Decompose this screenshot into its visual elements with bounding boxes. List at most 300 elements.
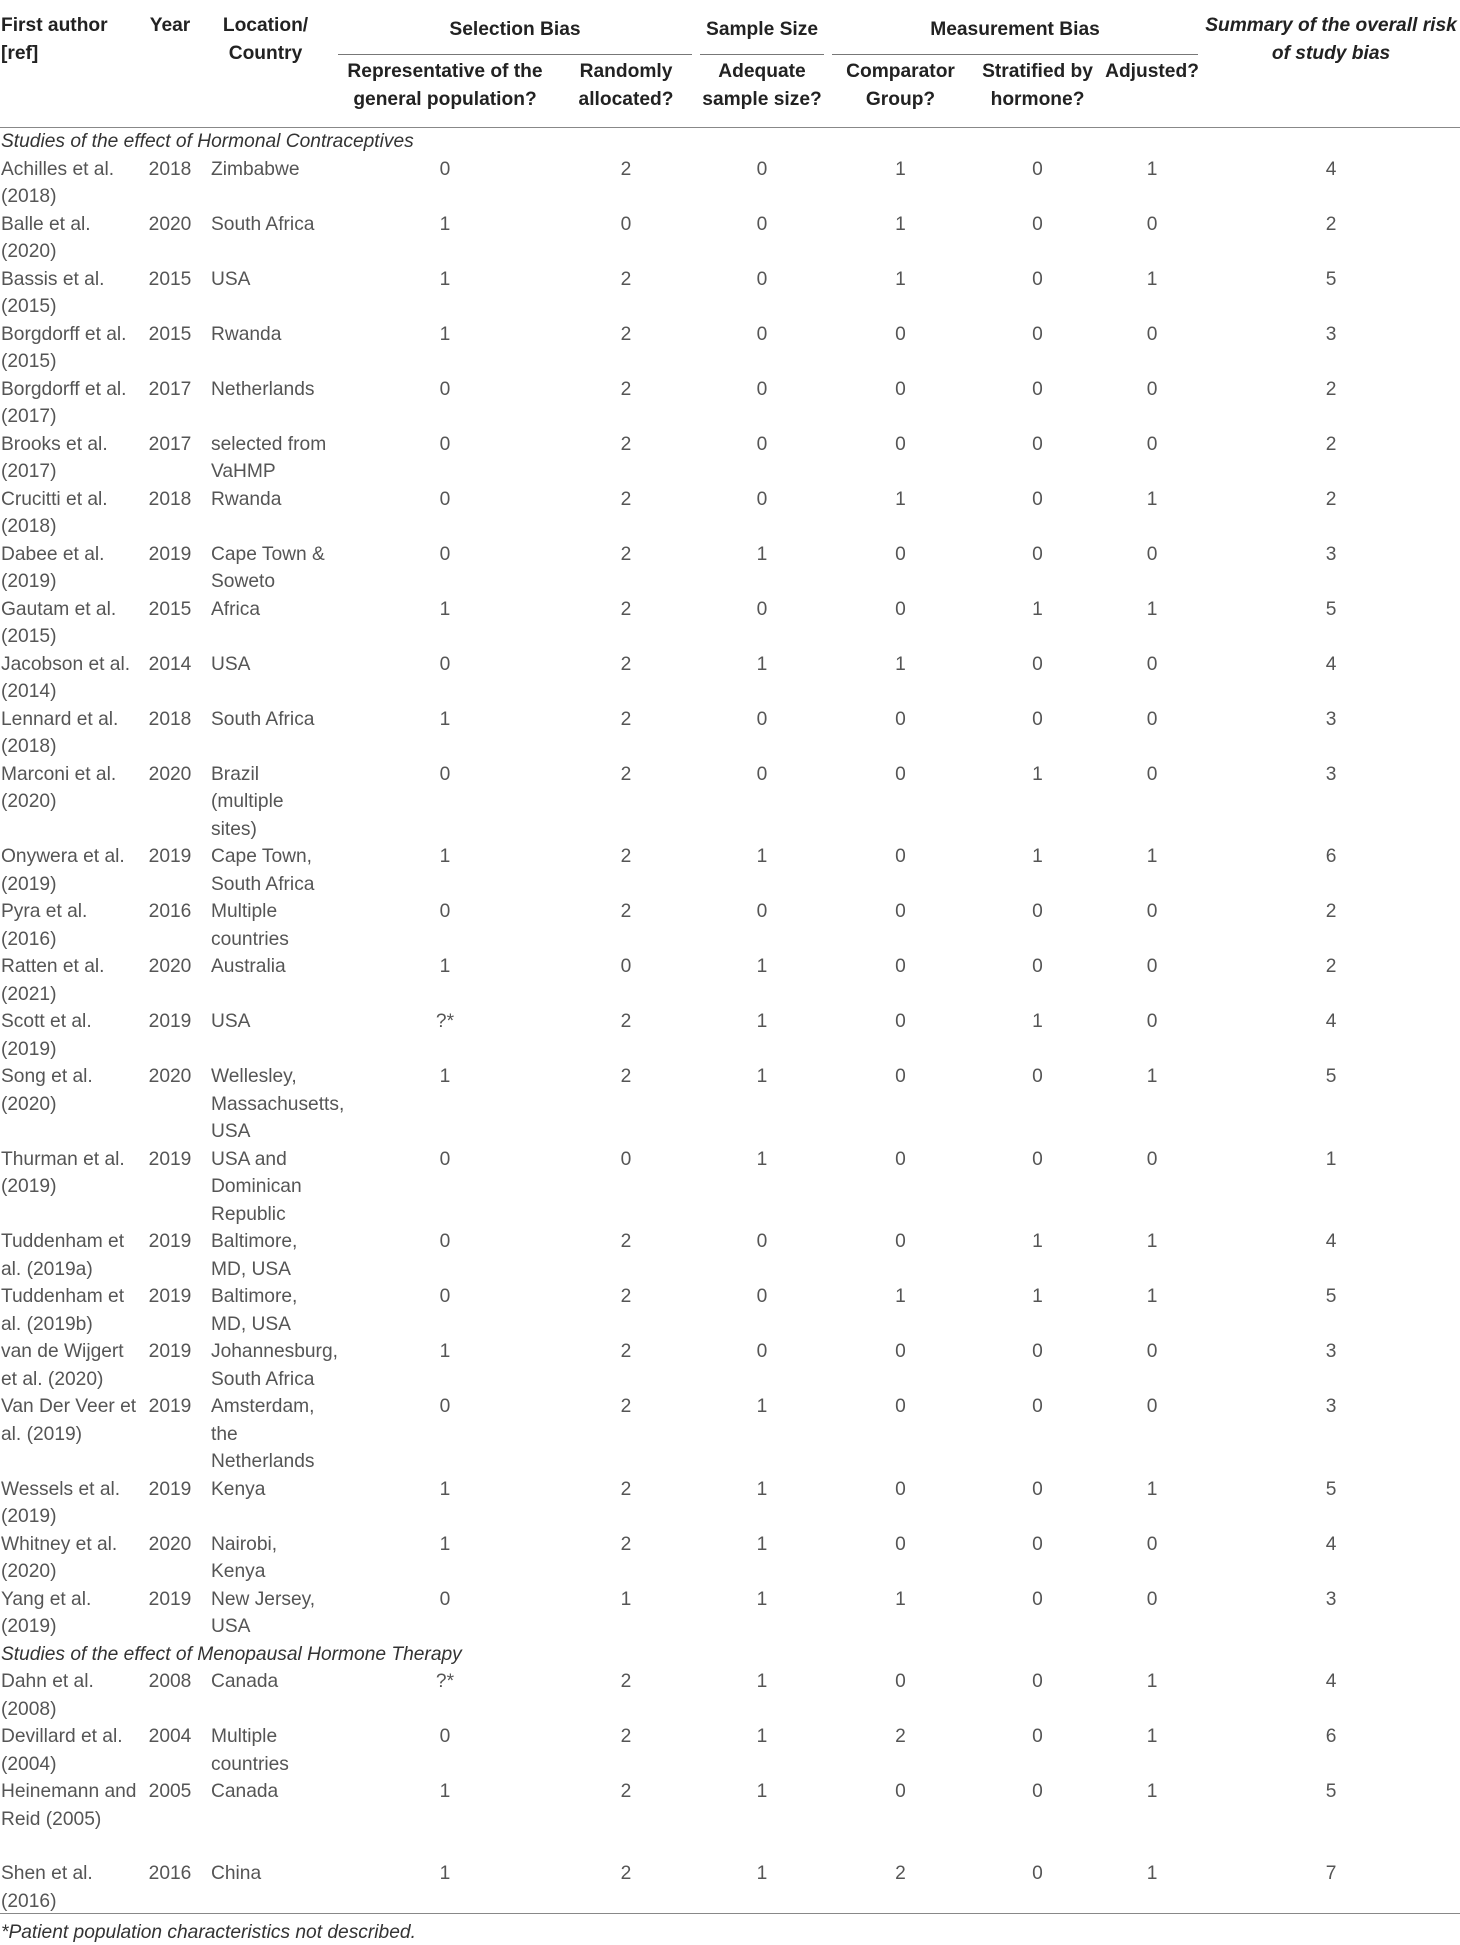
- cell-adjusted: 0: [1146, 543, 1158, 565]
- cell-comparator-group: 0: [895, 901, 906, 922]
- cell-author: Tuddenham et al. (2019a): [1, 1231, 125, 1280]
- cell-stratified: 0: [1032, 708, 1043, 730]
- cell-year: 2020: [148, 213, 192, 235]
- cell-adequate-sample-size: 0: [756, 433, 768, 455]
- cell-randomly-allocated: 2: [620, 433, 632, 455]
- cell-year: 2018: [148, 488, 192, 510]
- cell-adjusted: 0: [1146, 433, 1158, 455]
- cell-year: 2005: [148, 1781, 192, 1802]
- cell-year: 2017: [148, 378, 192, 400]
- cell-randomly-allocated: 2: [620, 846, 632, 867]
- cell-stratified: 1: [1032, 763, 1043, 785]
- table-row: [0, 596, 1460, 651]
- cell-year: 2015: [148, 323, 192, 345]
- cell-year: 2019: [148, 846, 192, 867]
- table-row: [0, 1860, 1460, 1915]
- table-row: [0, 651, 1460, 706]
- table-body: [0, 128, 1460, 1916]
- cell-adequate-sample-size: 0: [756, 763, 768, 785]
- cell-location: South Africa: [211, 708, 315, 730]
- cell-adjusted: 0: [1146, 213, 1158, 235]
- cell-adequate-sample-size: 0: [756, 1231, 768, 1252]
- cell-author: Heinemann and Reid (2005): [1, 1781, 137, 1830]
- cell-representative: 1: [439, 598, 451, 620]
- cell-location: USA: [211, 268, 251, 290]
- cell-location: Johannesburg, South Africa: [211, 1341, 338, 1390]
- cell-location: Wellesley, Massachusetts, USA: [211, 1066, 345, 1142]
- cell-representative: 0: [439, 488, 451, 510]
- cell-adequate-sample-size: 1: [756, 1671, 768, 1692]
- cell-summary: 5: [1325, 268, 1337, 290]
- header-summary: Summary of the overall risk of study bias: [1205, 15, 1457, 64]
- cell-location: Amsterdam, the Netherlands: [211, 1396, 315, 1472]
- cell-stratified: 0: [1032, 1341, 1043, 1362]
- cell-stratified: 0: [1032, 1478, 1043, 1500]
- section-header: [0, 128, 1460, 156]
- cell-adjusted: 0: [1146, 956, 1158, 977]
- table-row: [0, 1778, 1460, 1860]
- cell-summary: 6: [1325, 1726, 1337, 1747]
- cell-adequate-sample-size: 0: [756, 268, 768, 290]
- cell-adjusted: 0: [1146, 1396, 1158, 1417]
- cell-stratified: 0: [1032, 1781, 1043, 1802]
- cell-randomly-allocated: 2: [620, 1478, 632, 1500]
- cell-author: Whitney et al. (2020): [1, 1533, 118, 1582]
- cell-author: Borgdorff et al. (2015): [1, 323, 127, 372]
- header-selection-bias: Selection Bias: [334, 0, 696, 58]
- cell-author: Brooks et al. (2017): [1, 433, 108, 482]
- cell-comparator-group: 2: [895, 1726, 906, 1747]
- cell-stratified: 0: [1032, 488, 1043, 510]
- footnote: *Patient population characteristics not described.: [1, 1922, 416, 1943]
- cell-location: Baltimore, MD, USA: [211, 1231, 298, 1280]
- header-adequate-sample-size: Adequate sample size?: [702, 61, 822, 110]
- cell-location: Zimbabwe: [211, 158, 300, 180]
- cell-stratified: 0: [1032, 1726, 1043, 1747]
- cell-year: 2019: [148, 1341, 192, 1362]
- table-row: [0, 156, 1460, 211]
- cell-comparator-group: 0: [895, 1231, 906, 1252]
- cell-adequate-sample-size: 0: [756, 1341, 768, 1362]
- table-row: [0, 486, 1460, 541]
- cell-representative: ?*: [435, 1011, 455, 1032]
- cell-representative: 1: [439, 1533, 451, 1555]
- cell-year: 2019: [148, 1286, 192, 1307]
- cell-year: 2015: [148, 598, 192, 620]
- cell-representative: 0: [439, 158, 451, 180]
- cell-author: Thurman et al. (2019): [1, 1148, 125, 1197]
- cell-year: 2016: [148, 1863, 192, 1884]
- cell-author: Jacobson et al. (2014): [1, 653, 131, 702]
- cell-adequate-sample-size: 1: [756, 1533, 768, 1555]
- cell-randomly-allocated: 2: [620, 543, 632, 565]
- cell-representative: 0: [439, 1588, 451, 1610]
- cell-adequate-sample-size: 0: [756, 708, 768, 730]
- cell-comparator-group: 0: [895, 1341, 906, 1362]
- cell-adequate-sample-size: 1: [756, 956, 768, 977]
- header-location: Location/ Country: [222, 15, 309, 64]
- cell-randomly-allocated: 0: [620, 956, 632, 977]
- cell-adjusted: 0: [1146, 1533, 1158, 1555]
- cell-comparator-group: 0: [895, 378, 906, 400]
- cell-summary: 4: [1325, 1011, 1337, 1032]
- cell-summary: 5: [1325, 1781, 1337, 1802]
- cell-comparator-group: 2: [895, 1863, 906, 1884]
- cell-adequate-sample-size: 1: [756, 846, 768, 867]
- cell-randomly-allocated: 0: [620, 213, 632, 235]
- header-randomly-allocated: Randomly allocated?: [578, 61, 674, 110]
- cell-stratified: 1: [1032, 846, 1043, 867]
- cell-representative: 1: [439, 1066, 451, 1087]
- cell-summary: 4: [1325, 1533, 1337, 1555]
- cell-author: Devillard et al. (2004): [1, 1726, 123, 1775]
- table-row: [0, 1476, 1460, 1531]
- cell-adequate-sample-size: 1: [756, 1396, 768, 1417]
- cell-adjusted: 1: [1146, 1863, 1158, 1884]
- cell-randomly-allocated: 2: [620, 1286, 632, 1307]
- cell-adjusted: 1: [1146, 1726, 1158, 1747]
- cell-representative: 1: [439, 323, 451, 345]
- cell-adequate-sample-size: 0: [756, 213, 768, 235]
- table-row: [0, 1063, 1460, 1146]
- table-header: [0, 0, 1460, 128]
- cell-comparator-group: 1: [895, 1286, 906, 1307]
- cell-adjusted: 1: [1146, 268, 1158, 290]
- cell-adjusted: 1: [1146, 158, 1158, 180]
- table-row: [0, 1586, 1460, 1641]
- cell-stratified: 0: [1032, 653, 1043, 675]
- cell-stratified: 0: [1032, 378, 1043, 400]
- cell-stratified: 0: [1032, 1671, 1043, 1692]
- cell-representative: 0: [439, 1396, 451, 1417]
- cell-author: Van Der Veer et al. (2019): [1, 1396, 137, 1445]
- header-sample-size: Sample Size: [696, 0, 828, 58]
- cell-adjusted: 0: [1146, 653, 1158, 675]
- header-adjusted: Adjusted?: [1105, 61, 1199, 82]
- cell-comparator-group: 1: [895, 158, 906, 180]
- cell-adequate-sample-size: 0: [756, 598, 768, 620]
- cell-summary: 3: [1325, 1396, 1337, 1417]
- cell-author: Bassis et al. (2015): [1, 268, 105, 317]
- cell-summary: 3: [1325, 1341, 1337, 1362]
- cell-year: 2004: [148, 1726, 192, 1747]
- cell-randomly-allocated: 2: [620, 1671, 632, 1692]
- cell-location: Rwanda: [211, 323, 282, 345]
- cell-stratified: 1: [1032, 1286, 1043, 1307]
- cell-adequate-sample-size: 0: [756, 1286, 768, 1307]
- table-row: [0, 1668, 1460, 1723]
- cell-summary: 3: [1325, 323, 1337, 345]
- cell-summary: 4: [1325, 1231, 1337, 1252]
- cell-representative: 1: [439, 1863, 451, 1884]
- cell-author: Ratten et al. (2021): [1, 956, 105, 1005]
- cell-stratified: 0: [1032, 323, 1043, 345]
- cell-year: 2019: [148, 1231, 192, 1252]
- cell-representative: 0: [439, 433, 451, 455]
- cell-location: Cape Town & Soweto: [211, 543, 325, 592]
- cell-author: Lennard et al. (2018): [1, 708, 119, 757]
- cell-representative: 0: [439, 1726, 451, 1747]
- cell-stratified: 0: [1032, 901, 1043, 922]
- cell-year: 2014: [148, 653, 192, 675]
- cell-location: USA: [211, 1011, 251, 1032]
- cell-representative: 0: [439, 653, 451, 675]
- table-row: [0, 541, 1460, 596]
- cell-adjusted: 1: [1146, 1671, 1158, 1692]
- cell-representative: 0: [439, 1286, 451, 1307]
- cell-randomly-allocated: 0: [620, 1148, 632, 1170]
- cell-randomly-allocated: 2: [620, 1781, 632, 1802]
- cell-comparator-group: 0: [895, 1011, 906, 1032]
- cell-comparator-group: 0: [895, 763, 906, 785]
- cell-location: Multiple countries: [211, 1726, 289, 1775]
- cell-adjusted: 1: [1146, 488, 1158, 510]
- cell-location: China: [211, 1863, 262, 1884]
- cell-summary: 2: [1325, 901, 1337, 922]
- cell-year: 2019: [148, 543, 192, 565]
- cell-representative: 1: [439, 1341, 451, 1362]
- cell-year: 2020: [148, 1533, 192, 1555]
- cell-representative: 0: [439, 1148, 451, 1170]
- cell-year: 2020: [148, 956, 192, 977]
- header-stratified: Stratified by hormone?: [982, 61, 1093, 110]
- header-measurement-bias: Measurement Bias: [828, 0, 1202, 58]
- cell-stratified: 0: [1032, 1533, 1043, 1555]
- cell-representative: 0: [439, 378, 451, 400]
- cell-adequate-sample-size: 1: [756, 1478, 768, 1500]
- cell-year: 2019: [148, 1396, 192, 1417]
- cell-location: Multiple countries: [211, 901, 289, 950]
- cell-comparator-group: 0: [895, 543, 906, 565]
- cell-summary: 5: [1325, 1286, 1337, 1307]
- cell-year: 2018: [148, 708, 192, 730]
- cell-adjusted: 0: [1146, 1148, 1158, 1170]
- cell-comparator-group: 1: [895, 653, 906, 675]
- cell-author: Yang et al. (2019): [1, 1588, 92, 1637]
- cell-comparator-group: 0: [895, 1671, 906, 1692]
- cell-adequate-sample-size: 1: [756, 1066, 768, 1087]
- table-row: [0, 211, 1460, 266]
- cell-summary: 4: [1325, 1671, 1337, 1692]
- cell-location: Kenya: [211, 1478, 266, 1500]
- cell-adjusted: 1: [1146, 1066, 1158, 1087]
- cell-comparator-group: 0: [895, 956, 906, 977]
- bottom-rule: [0, 1913, 1460, 1914]
- cell-randomly-allocated: 2: [620, 1396, 632, 1417]
- cell-author: Achilles et al. (2018): [1, 158, 115, 207]
- cell-year: 2017: [148, 433, 192, 455]
- cell-summary: 7: [1325, 1863, 1337, 1884]
- cell-summary: 2: [1325, 488, 1337, 510]
- table-row: [0, 953, 1460, 1008]
- cell-adequate-sample-size: 1: [756, 543, 768, 565]
- cell-adequate-sample-size: 1: [756, 1148, 768, 1170]
- cell-author: Wessels et al. (2019): [1, 1478, 121, 1527]
- cell-stratified: 0: [1032, 1066, 1043, 1087]
- cell-location: USA: [211, 653, 251, 675]
- cell-location: South Africa: [211, 213, 315, 235]
- cell-location: Cape Town, South Africa: [211, 846, 315, 895]
- section-header: [0, 1641, 1460, 1669]
- table-row: [0, 1393, 1460, 1476]
- cell-representative: 1: [439, 846, 451, 867]
- header-first-author: First author [ref]: [1, 15, 108, 64]
- cell-year: 2018: [148, 158, 192, 180]
- cell-author: Marconi et al. (2020): [1, 763, 117, 812]
- table-row: [0, 898, 1460, 953]
- cell-representative: 0: [439, 1231, 451, 1252]
- cell-randomly-allocated: 2: [620, 1726, 632, 1747]
- cell-comparator-group: 1: [895, 213, 906, 235]
- cell-comparator-group: 1: [895, 488, 906, 510]
- cell-adjusted: 0: [1146, 708, 1158, 730]
- cell-author: Scott et al. (2019): [1, 1011, 92, 1060]
- cell-year: 2019: [148, 1148, 192, 1170]
- cell-summary: 4: [1325, 158, 1337, 180]
- cell-summary: 2: [1325, 956, 1337, 977]
- cell-adequate-sample-size: 0: [756, 158, 768, 180]
- cell-author: Tuddenham et al. (2019b): [1, 1286, 125, 1335]
- cell-adequate-sample-size: 0: [756, 323, 768, 345]
- cell-randomly-allocated: 2: [620, 653, 632, 675]
- section-title: Studies of the effect of Menopausal Hormone Therapy: [1, 1643, 462, 1665]
- cell-year: 2019: [148, 1588, 192, 1610]
- cell-adequate-sample-size: 1: [756, 653, 768, 675]
- cell-location: selected from VaHMP: [211, 433, 327, 482]
- cell-adjusted: 0: [1146, 1341, 1158, 1362]
- cell-stratified: 0: [1032, 956, 1043, 977]
- table-row: [0, 1008, 1460, 1063]
- cell-adjusted: 0: [1146, 901, 1158, 922]
- cell-randomly-allocated: 2: [620, 1341, 632, 1362]
- header-comparator-group: Comparator Group?: [846, 61, 955, 110]
- cell-year: 2015: [148, 268, 192, 290]
- cell-adequate-sample-size: 0: [756, 488, 768, 510]
- cell-adjusted: 0: [1146, 1588, 1158, 1610]
- header-representative: Representative of the general population?: [347, 61, 543, 110]
- cell-summary: 5: [1325, 1066, 1337, 1087]
- cell-author: Gautam et al. (2015): [1, 598, 117, 647]
- cell-randomly-allocated: 2: [620, 1863, 632, 1884]
- cell-summary: 2: [1325, 378, 1337, 400]
- cell-summary: 3: [1325, 708, 1337, 730]
- cell-randomly-allocated: 2: [620, 1066, 632, 1087]
- cell-location: Nairobi, Kenya: [211, 1533, 278, 1582]
- cell-comparator-group: 0: [895, 1478, 906, 1500]
- cell-adjusted: 0: [1146, 323, 1158, 345]
- cell-adequate-sample-size: 0: [756, 901, 768, 922]
- cell-summary: 3: [1325, 543, 1337, 565]
- cell-comparator-group: 0: [895, 1781, 906, 1802]
- cell-adequate-sample-size: 1: [756, 1726, 768, 1747]
- cell-year: 2019: [148, 1011, 192, 1032]
- cell-location: Canada: [211, 1781, 279, 1802]
- cell-adjusted: 0: [1146, 378, 1158, 400]
- cell-randomly-allocated: 2: [620, 763, 632, 785]
- cell-stratified: 0: [1032, 543, 1043, 565]
- cell-location: Rwanda: [211, 488, 282, 510]
- cell-author: Onywera et al. (2019): [1, 846, 125, 895]
- cell-year: 2020: [148, 763, 192, 785]
- cell-comparator-group: 0: [895, 1396, 906, 1417]
- cell-author: Balle et al. (2020): [1, 213, 91, 262]
- cell-stratified: 1: [1032, 1011, 1043, 1032]
- cell-author: Song et al. (2020): [1, 1066, 93, 1115]
- cell-adjusted: 0: [1146, 1011, 1158, 1032]
- cell-author: van de Wijgert et al. (2020): [1, 1341, 124, 1390]
- cell-adjusted: 0: [1146, 763, 1158, 785]
- cell-location: Brazil (multiple sites): [211, 763, 284, 840]
- cell-representative: 0: [439, 543, 451, 565]
- table-row: [0, 321, 1460, 376]
- cell-summary: 3: [1325, 763, 1337, 785]
- table-row: [0, 1283, 1460, 1338]
- cell-stratified: 0: [1032, 158, 1043, 180]
- cell-stratified: 0: [1032, 433, 1043, 455]
- cell-comparator-group: 0: [895, 1066, 906, 1087]
- cell-comparator-group: 0: [895, 1533, 906, 1555]
- cell-summary: 6: [1325, 846, 1337, 867]
- cell-location: Canada: [211, 1671, 279, 1692]
- cell-randomly-allocated: 2: [620, 708, 632, 730]
- cell-summary: 4: [1325, 653, 1337, 675]
- cell-randomly-allocated: 2: [620, 901, 632, 922]
- table-row: [0, 1228, 1460, 1283]
- cell-randomly-allocated: 2: [620, 158, 632, 180]
- table-row: [0, 706, 1460, 761]
- cell-comparator-group: 0: [895, 708, 906, 730]
- cell-adjusted: 1: [1146, 1231, 1158, 1252]
- cell-representative: ?*: [435, 1671, 455, 1692]
- cell-location: Africa: [211, 598, 261, 620]
- cell-author: Dabee et al. (2019): [1, 543, 105, 592]
- cell-adjusted: 1: [1146, 1478, 1158, 1500]
- table-row: [0, 1338, 1460, 1393]
- cell-stratified: 1: [1032, 1231, 1043, 1252]
- cell-adequate-sample-size: 1: [756, 1781, 768, 1802]
- cell-comparator-group: 0: [895, 433, 906, 455]
- cell-location: Netherlands: [211, 378, 315, 400]
- cell-randomly-allocated: 2: [620, 488, 632, 510]
- cell-author: Crucitti et al. (2018): [1, 488, 108, 537]
- cell-representative: 1: [439, 708, 451, 730]
- cell-location: Baltimore, MD, USA: [211, 1286, 298, 1335]
- cell-randomly-allocated: 2: [620, 1011, 632, 1032]
- table-row: [0, 1531, 1460, 1586]
- cell-representative: 1: [439, 1781, 451, 1802]
- cell-representative: 1: [439, 1478, 451, 1500]
- cell-author: Borgdorff et al. (2017): [1, 378, 127, 427]
- table-row: [0, 1723, 1460, 1778]
- cell-stratified: 0: [1032, 268, 1043, 290]
- cell-summary: 5: [1325, 598, 1337, 620]
- cell-randomly-allocated: 2: [620, 1231, 632, 1252]
- table-row: [0, 266, 1460, 321]
- cell-comparator-group: 1: [895, 268, 906, 290]
- cell-location: New Jersey, USA: [211, 1588, 316, 1637]
- cell-comparator-group: 0: [895, 323, 906, 345]
- cell-adequate-sample-size: 1: [756, 1863, 768, 1884]
- table-row: [0, 431, 1460, 486]
- cell-comparator-group: 0: [895, 598, 906, 620]
- section-title: Studies of the effect of Hormonal Contraceptives: [1, 131, 414, 152]
- cell-year: 2019: [148, 1478, 192, 1500]
- header-year: Year: [149, 15, 191, 36]
- cell-randomly-allocated: 1: [620, 1588, 632, 1610]
- cell-adequate-sample-size: 0: [756, 378, 768, 400]
- cell-adequate-sample-size: 1: [756, 1011, 768, 1032]
- cell-randomly-allocated: 2: [620, 323, 632, 345]
